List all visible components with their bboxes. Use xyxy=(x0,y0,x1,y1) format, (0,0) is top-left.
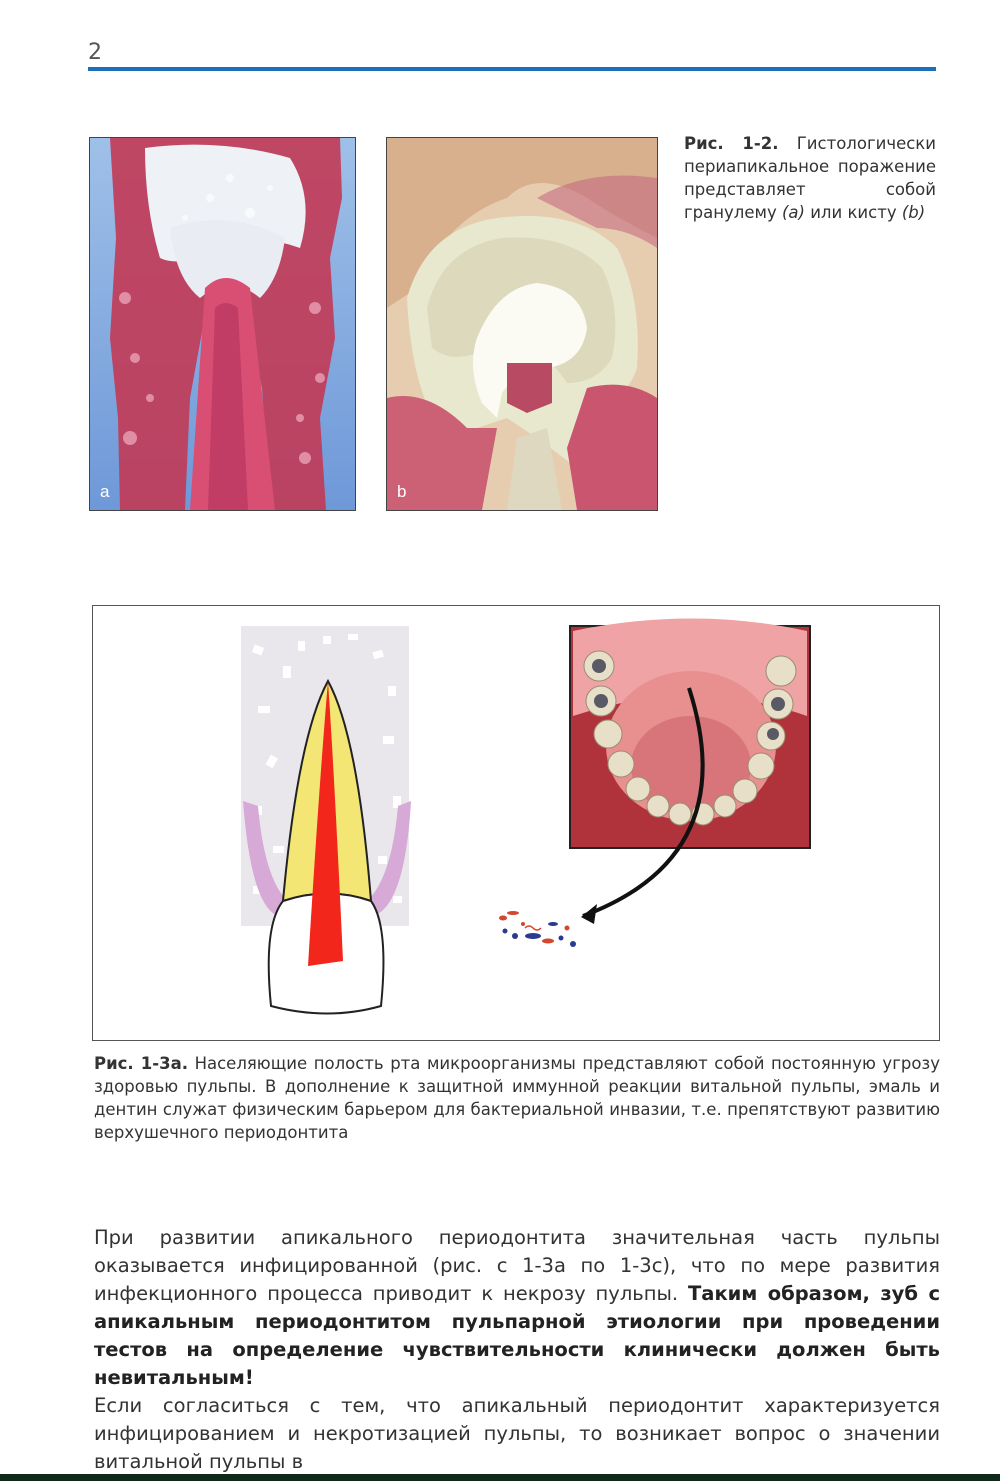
page-bottom-edge xyxy=(0,1474,1000,1481)
figure-1-3a-caption-text: Населяющие полость рта микроорганизмы представляют собой постоянную угрозу здоровью пульпы. В дополнение к защитной иммунной реакции витальной пульпы, эмаль и дентин служат физическим барьером для бактериальной инвазии, т.е. препятствуют развитию верхушечного периодонтита xyxy=(94,1054,940,1142)
figure-1-2-ref-b: (b) xyxy=(901,203,926,222)
body-text xyxy=(94,1224,940,1476)
figure-1-2-caption-mid: или кисту xyxy=(804,203,902,222)
figure-1-2-caption xyxy=(684,132,936,224)
figure-1-2-label: Рис. 1-2. xyxy=(684,134,779,153)
figure-1-3a-frame xyxy=(92,605,940,1041)
body-paragraph-1 xyxy=(94,1224,940,1392)
bacteria-cluster xyxy=(499,911,576,947)
tooth-diagram xyxy=(241,626,411,1014)
figure-1-3a-caption xyxy=(94,1052,940,1144)
body-p1-bold: Таким образом, зуб с апикальным периодонтитом пульпарной этиологии при проведении тестов на определение чувствительности клинически должен быть невитальным! xyxy=(94,1282,941,1389)
mouth-photo xyxy=(570,619,810,849)
page-number: 2 xyxy=(88,40,102,65)
body-paragraph-2: Если согласиться с тем, что апикальный периодонтит характеризуется инфицированием и некротизацией пульпы, то возникает вопрос о значении витальной пульпы в xyxy=(94,1394,940,1473)
micrograph-cyst xyxy=(386,137,658,511)
micrograph-granuloma xyxy=(89,137,356,511)
figure-1-2-ref-a: (a) xyxy=(781,203,805,222)
figure-1-2-caption-text: Гистологически периапикальное поражение представляет собой гранулему xyxy=(684,134,936,222)
panel-label-a: a xyxy=(100,482,110,501)
figure-1-3a-label: Рис. 1-3a. xyxy=(94,1054,188,1073)
panel-label-b: b xyxy=(397,482,407,501)
body-p1-start: При развитии апикального периодонтита значительная часть пульпы оказывается инфицированной (рис. с 1-3а по 1-3с), что по мере развития инфекционного процесса приводит к некрозу пульпы. xyxy=(94,1226,940,1305)
header-rule xyxy=(88,67,936,71)
